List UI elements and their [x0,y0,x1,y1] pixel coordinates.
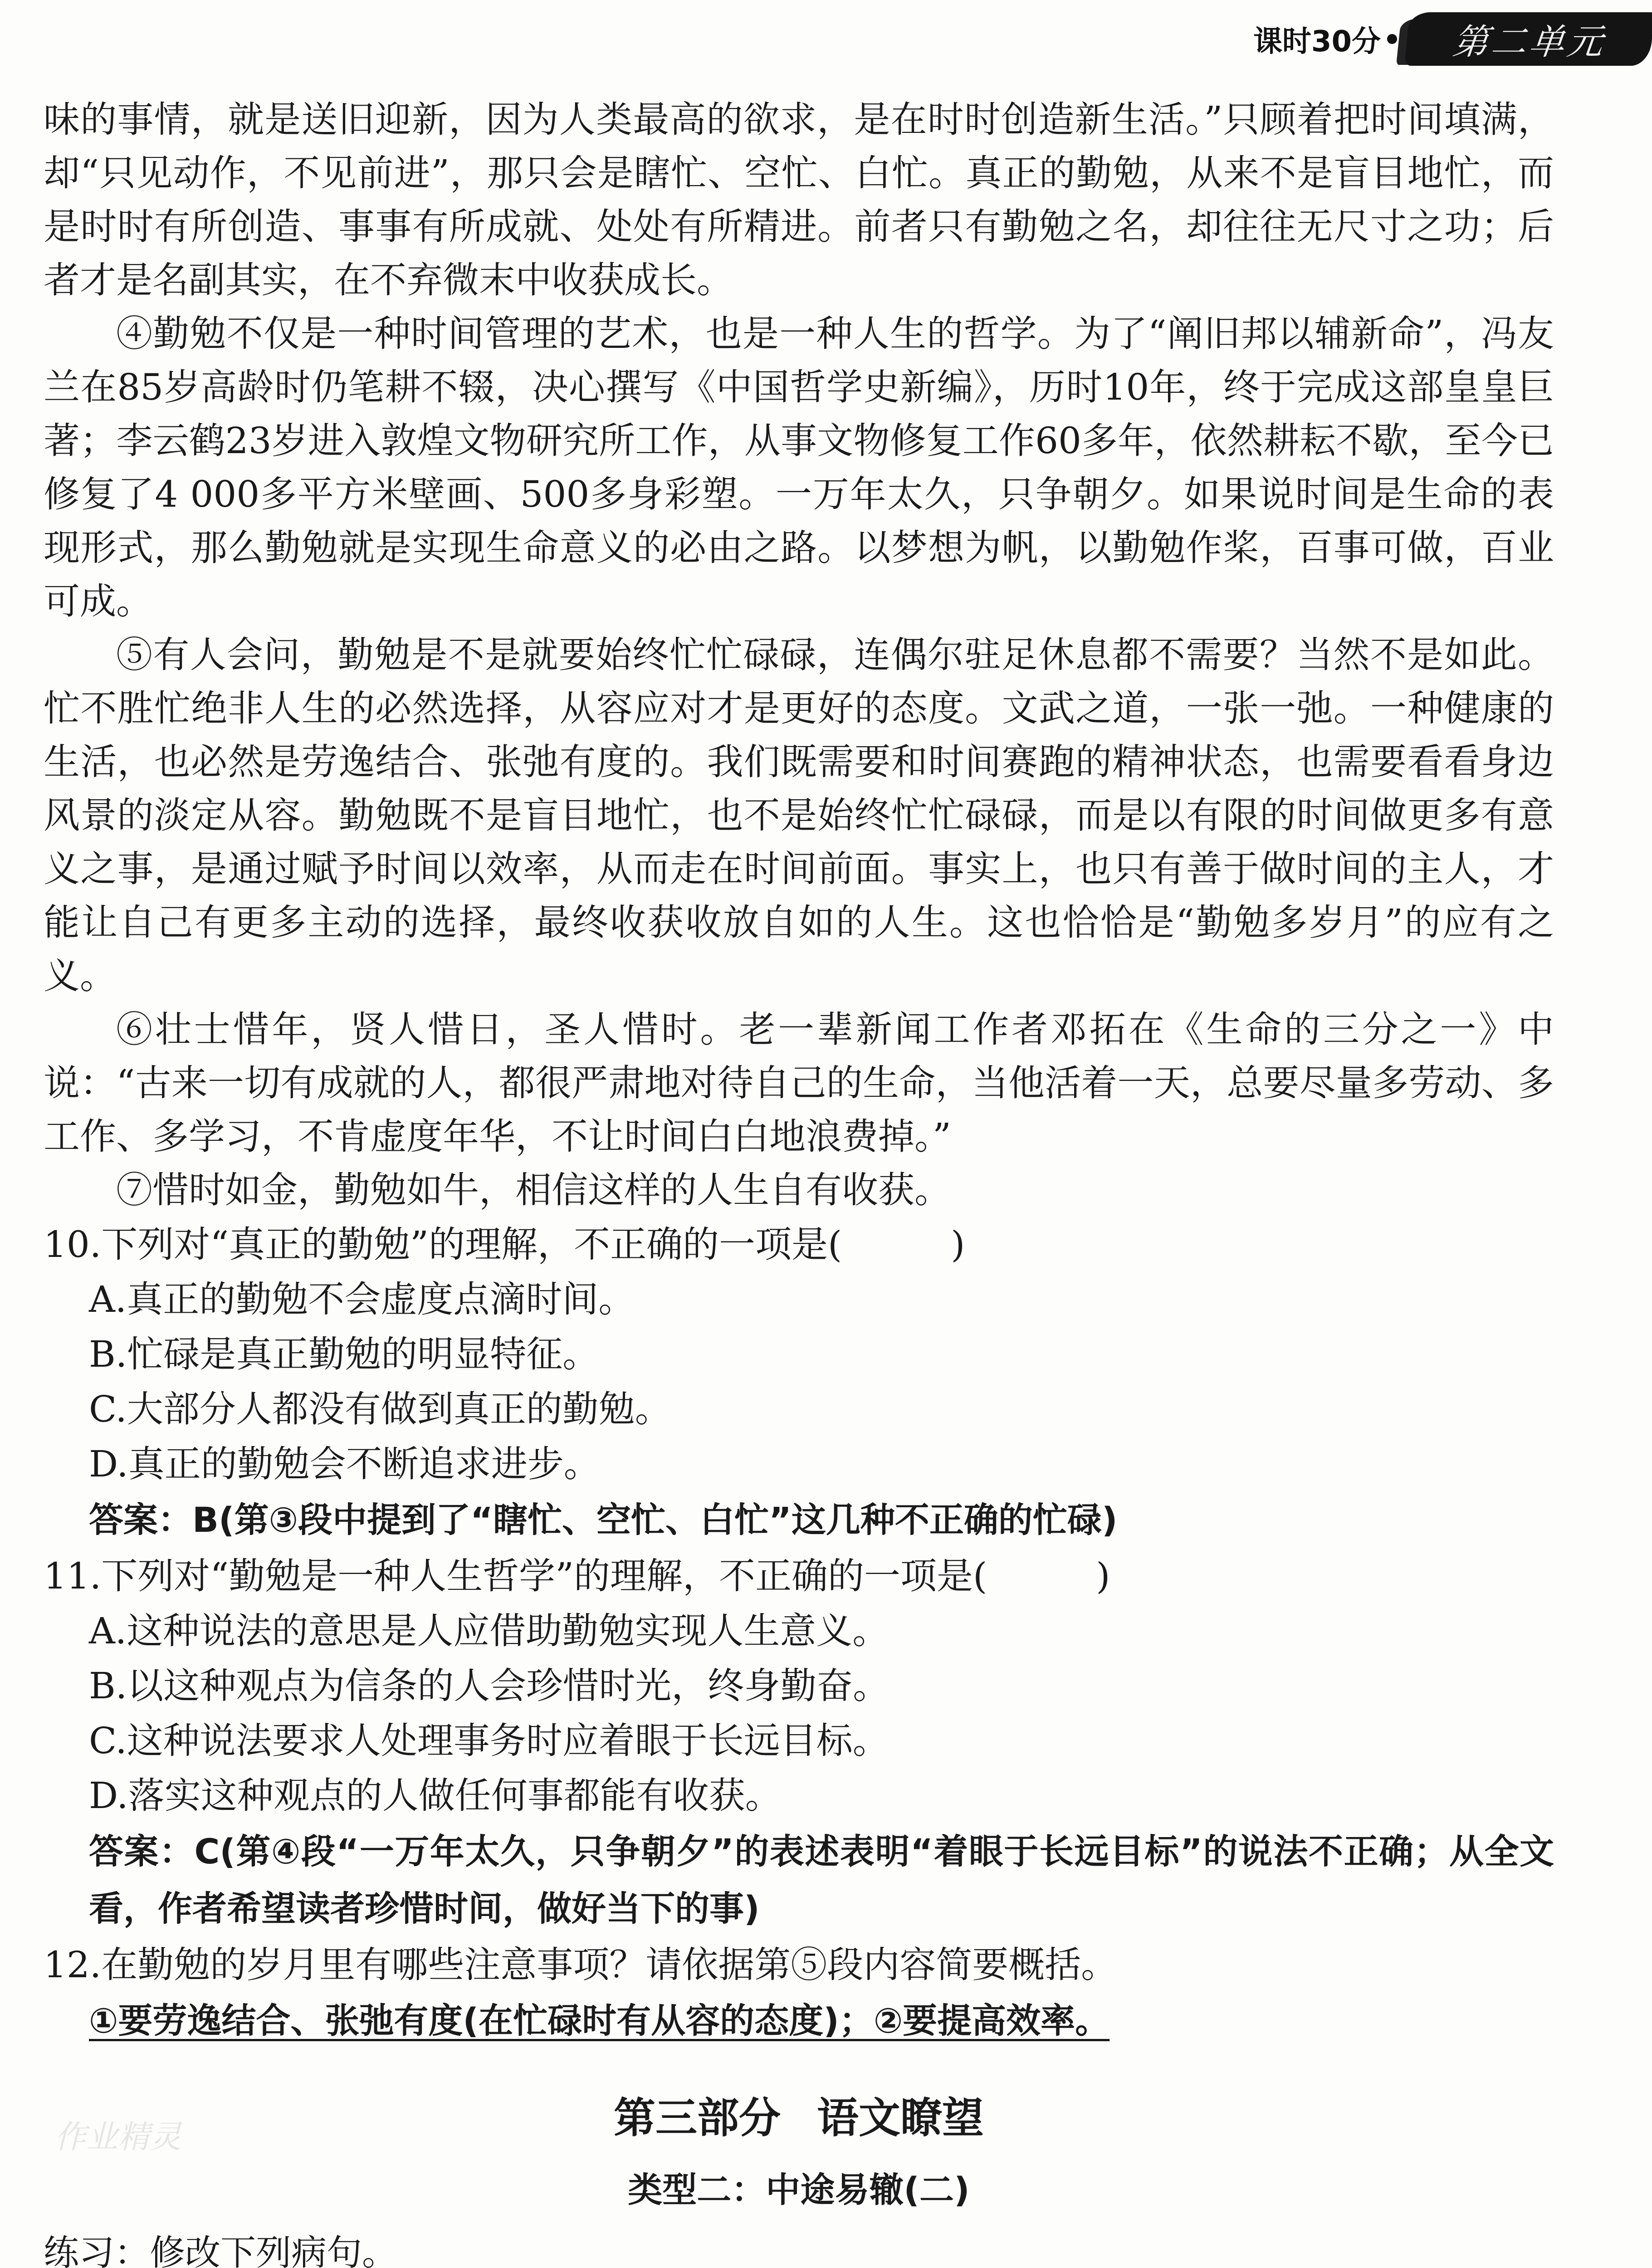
q12-answer: ①要劳逸结合、张弛有度(在忙碌时有从容的态度)；②要提高效率。 [89,2000,1110,2041]
paragraph-6: ⑥壮士惜年，贤人惜日，圣人惜时。老一辈新闻工作者邓拓在《生命的三分之一》中说：“古来一切有成就的人，都很严肃地对待自己的生命，当他活着一天，总要尽量多劳动、多工作、多学习，不肯虚度年华，不让时间白白地浪费掉。” [44,1008,1554,1158]
type-title: 类型二：中途易辙(二) [628,2170,970,2210]
q11-option-b: B.以这种观点为信条的人会珍惜时光，终身勤奋。 [89,1665,890,1707]
q10-option-c: C.大部分人都没有做到真正的勤勉。 [89,1388,671,1430]
paragraph-7: ⑦惜时如金，勤勉如牛，相信这样的人生自有收获。 [116,1169,951,1211]
series-title: 课时30分 [1253,25,1381,59]
watermark-text: 作业精灵 [54,2118,181,2156]
q11-option-a: A.这种说法的意思是人应借助勤勉实现人生意义。 [89,1610,889,1652]
q10-answer: 答案：B(第③段中提到了“瞎忙、空忙、白忙”这几种不正确的忙碌) [89,1500,1118,1540]
q10-option-a: A.真正的勤勉不会虚度点滴时间。 [89,1278,635,1320]
watermark-text-bottom [54,2263,181,2268]
q10-option-b: B.忙碌是真正勤勉的明显特征。 [89,1333,599,1375]
page-content [44,93,1554,2268]
q11-answer: 答案：C(第④段“一万年太久，只争朝夕”的表述表明“着眼于长远目标”的说法不正确；从全文看，作者希望读者珍惜时间，做好当下的事) [89,1831,1554,1929]
paragraph-5: ⑤有人会问，勤勉是不是就要始终忙忙碌碌，连偶尔驻足休息都不需要？当然不是如此。忙不胜忙绝非人生的必然选择，从容应对才是更好的态度。文武之道，一张一弛。一种健康的生活，也必然是劳逸结合、张弛有度的。我们既需要和时间赛跑的精神状态，也需要看看身边风景的淡定从容。勤勉既不是盲目地忙，也不是始终忙忙碌碌，而是以有限的时间做更多有意义之事，是通过赋予时间以效率，从而走在时间前面。事实上，也只有善于做时间的主人，才能让自己有更多主动的选择，最终收获收放自如的人生。这也恰恰是“勤勉多岁月”的应有之义。 [44,634,1554,997]
section-name: 语文瞭望 [817,2094,984,2142]
question-10: 10.下列对“真正的勤勉”的理解，不正确的一项是( ) [44,1223,965,1266]
unit-brush-label: 第二单元 [1404,12,1652,66]
page-header [1253,7,1652,71]
q11-option-c: C.这种说法要求人处理事务时应着眼于长远目标。 [89,1720,889,1762]
question-11: 11.下列对“勤勉是一种人生哲学”的理解，不正确的一项是( ) [44,1555,1110,1597]
passage-continued: 味的事情，就是送旧迎新，因为人类最高的欲求，是在时时创造新生活。”只顾着把时间填满，却“只见动作，不见前进”，那只会是瞎忙、空忙、白忙。真正的勤勉，从来不是盲目地忙，而是时时有所创造、事事有所成就、处处有所精进。前者只有勤勉之名，却往往无尺寸之功；后者才是名副其实，在不弃微末中收获成长。 [44,98,1554,301]
question-12: 12.在勤勉的岁月里有哪些注意事项？请依据第⑤段内容简要概括。 [44,1944,1118,1986]
q11-option-d: D.落实这种观点的人做任何事都能有收获。 [89,1774,782,1817]
practice-instruction: 练习：修改下列病句。 [44,2233,398,2268]
section-part: 第三部分 [613,2094,781,2142]
q10-option-d: D.真正的勤勉会不断追求进步。 [89,1443,600,1485]
header-dot-icon [1387,34,1397,44]
section-title [44,2091,1554,2146]
q12-answer-line [44,1992,1554,2049]
paragraph-4: ④勤勉不仅是一种时间管理的艺术，也是一种人生的哲学。为了“阐旧邦以辅新命”，冯友兰在85岁高龄时仍笔耕不辍，决心撰写《中国哲学史新编》，历时10年，终于完成这部皇皇巨著；李云鹤23岁进入敦煌文物研究所工作，从事文物修复工作60多年，依然耕耘不歇，至今已修复了4 000多平方米壁画、500多身彩塑。一万年太久，只争朝夕。如果说时间是生命的表现形式，那么勤勉就是实现生命意义的必由之路。以梦想为帆，以勤勉作桨，百事可做，百业可成。 [44,313,1554,622]
